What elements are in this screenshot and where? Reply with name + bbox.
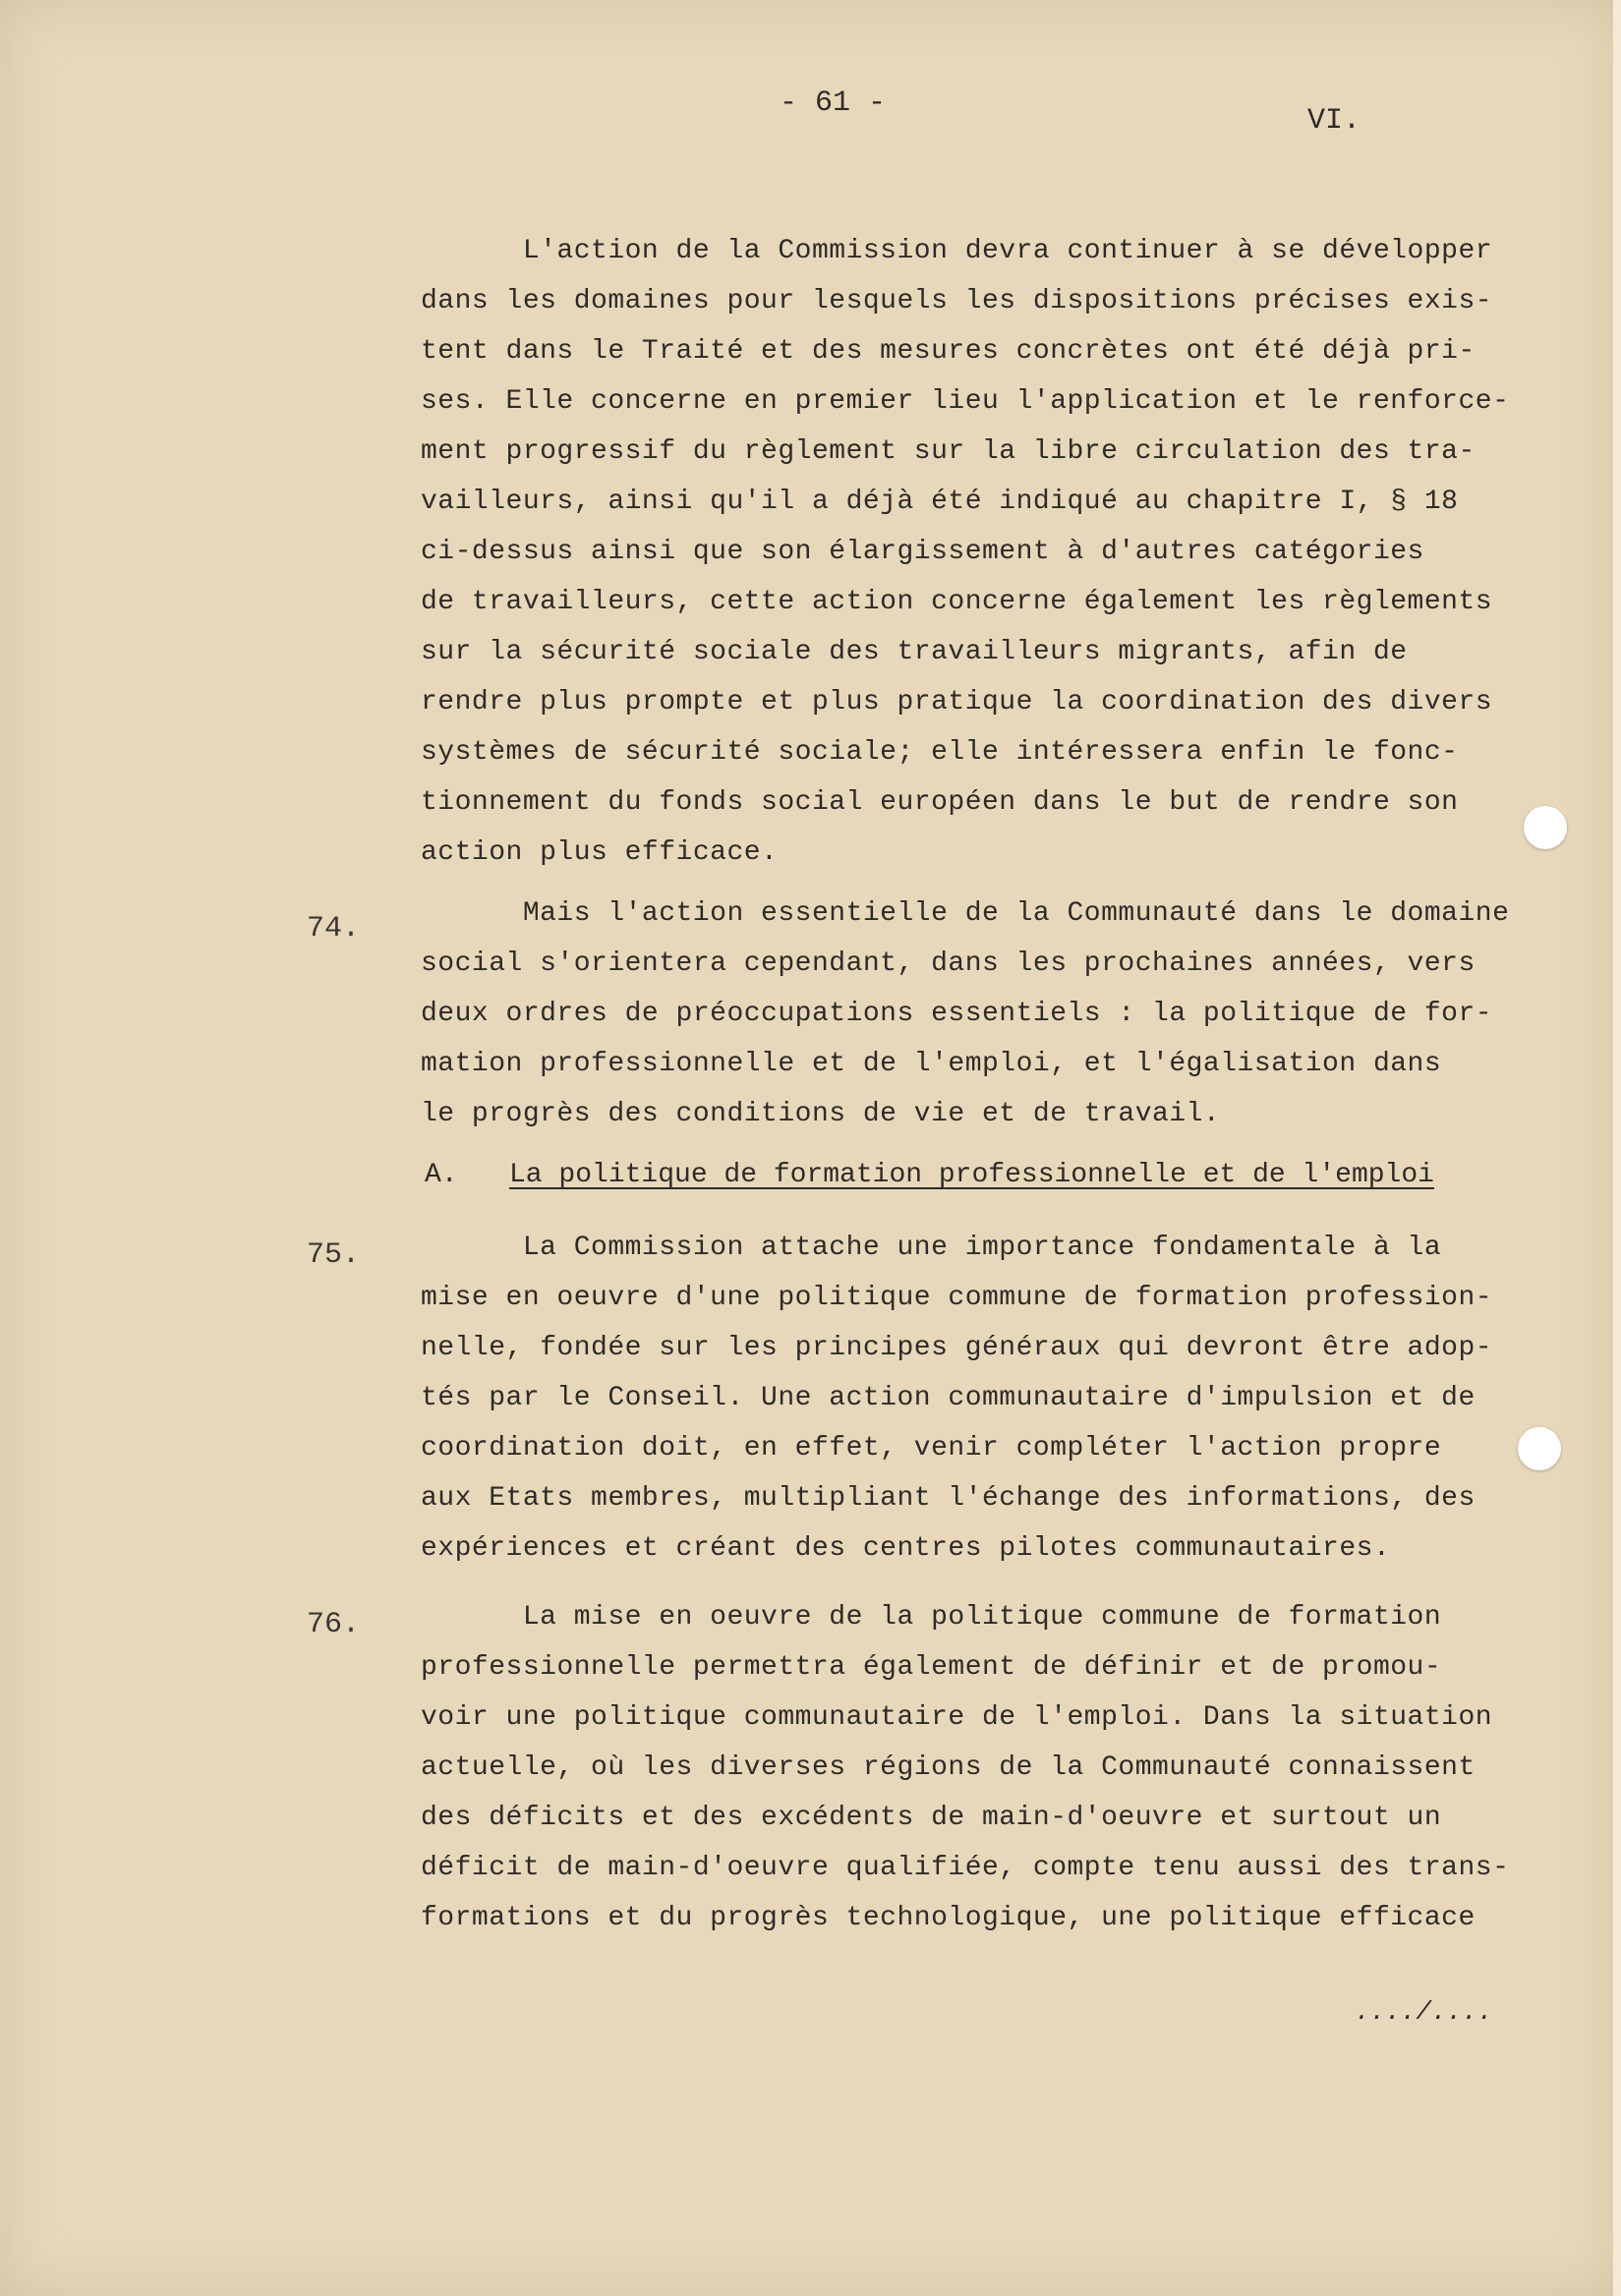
text-line: des déficits et des excédents de main-d'oeuvre et surtout un — [421, 1803, 1442, 1833]
paragraph-number-76: 76. — [307, 1608, 361, 1641]
text-line: rendre plus prompte et plus pratique la coordination des divers — [421, 687, 1493, 718]
text-line: La mise en oeuvre de la politique commune de formation — [421, 1602, 1442, 1633]
paragraph-number-74: 74. — [307, 912, 361, 946]
text-line: sur la sécurité sociale des travailleurs migrants, afin de — [421, 637, 1408, 667]
text-line: tionnement du fonds social européen dans le but de rendre son — [421, 787, 1459, 818]
text-line: La Commission attache une importance fondamentale à la — [421, 1233, 1442, 1263]
paragraph-74 — [421, 889, 1512, 1139]
continuation-mark: ..../.... — [1355, 1997, 1493, 2027]
heading-letter: A. — [425, 1160, 458, 1190]
text-line: professionnelle permettra également de définir et de promou- — [421, 1652, 1442, 1683]
section-label: VI. — [1307, 104, 1361, 138]
text-line: ci-dessus ainsi que son élargissement à d'autres catégories — [421, 537, 1424, 567]
text-line: systèmes de sécurité sociale; elle intéressera enfin le fonc- — [421, 737, 1459, 768]
text-line: deux ordres de préoccupations essentiels : la politique de for- — [421, 999, 1493, 1029]
text-line: ment progressif du règlement sur la libre circulation des tra- — [421, 436, 1476, 467]
text-line: tés par le Conseil. Une action communautaire d'impulsion et de — [421, 1383, 1476, 1413]
paragraph-intro — [421, 226, 1512, 878]
text-line: ses. Elle concerne en premier lieu l'application et le renforce- — [421, 386, 1510, 417]
text-line: expériences et créant des centres pilotes communautaires. — [421, 1533, 1391, 1564]
text-line: déficit de main-d'oeuvre qualifiée, compte tenu aussi des trans- — [421, 1853, 1510, 1883]
text-line: coordination doit, en effet, venir compléter l'action propre — [421, 1433, 1442, 1464]
punch-hole — [1518, 1427, 1561, 1470]
text-line: tent dans le Traité et des mesures concrètes ont été déjà pri- — [421, 336, 1476, 367]
text-line: voir une politique communautaire de l'emploi. Dans la situation — [421, 1702, 1493, 1733]
text-line: action plus efficace. — [421, 837, 779, 868]
text-line: actuelle, où les diverses régions de la Communauté connaissent — [421, 1752, 1476, 1783]
text-line: nelle, fondée sur les principes généraux qui devront être adop- — [421, 1333, 1493, 1363]
punch-hole — [1524, 806, 1567, 849]
text-line: mation professionnelle et de l'emploi, et l'égalisation dans — [421, 1049, 1442, 1079]
section-heading-a — [425, 1160, 1434, 1190]
paper-edge — [1613, 0, 1621, 2296]
text-line: vailleurs, ainsi qu'il a déjà été indiqué au chapitre I, § 18 — [421, 487, 1459, 517]
paragraph-number-75: 75. — [307, 1238, 361, 1272]
text-line: mise en oeuvre d'une politique commune de formation profession- — [421, 1283, 1493, 1313]
text-line: dans les domaines pour lesquels les dispositions précises exis- — [421, 286, 1493, 316]
text-line: aux Etats membres, multipliant l'échange des informations, des — [421, 1483, 1476, 1514]
heading-title: La politique de formation professionnelle et de l'emploi — [509, 1160, 1434, 1190]
paragraph-76 — [421, 1592, 1512, 1943]
text-line: Mais l'action essentielle de la Communauté dans le domaine — [421, 898, 1510, 929]
text-line: social s'orientera cependant, dans les prochaines années, vers — [421, 948, 1476, 979]
text-line: formations et du progrès technologique, une politique efficace — [421, 1903, 1476, 1933]
text-line: le progrès des conditions de vie et de travail. — [421, 1099, 1221, 1129]
text-line: de travailleurs, cette action concerne également les règlements — [421, 587, 1493, 617]
paragraph-75 — [421, 1223, 1512, 1574]
page-number: - 61 - — [780, 86, 887, 120]
text-line: L'action de la Commission devra continuer à se développer — [421, 236, 1493, 266]
